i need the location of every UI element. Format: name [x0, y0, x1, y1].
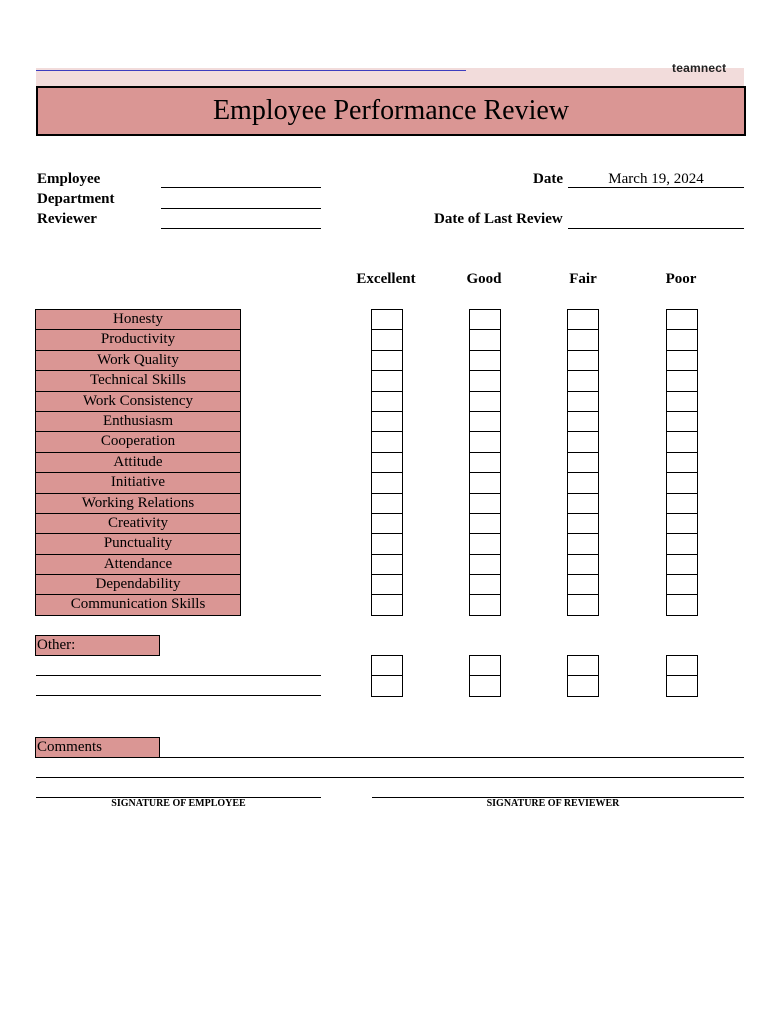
- other-excellent-rating-checkbox[interactable]: [371, 655, 403, 676]
- criterion-label: Attitude: [35, 452, 241, 473]
- criterion-label: Punctuality: [35, 533, 241, 554]
- good-rating-checkbox[interactable]: [469, 329, 501, 350]
- good-rating-checkbox[interactable]: [469, 309, 501, 330]
- fair-rating-checkbox[interactable]: [567, 411, 599, 432]
- excellent-rating-checkbox[interactable]: [371, 513, 403, 534]
- other-fair-checkboxes: [567, 655, 599, 697]
- employee-signature-label: SIGNATURE OF EMPLOYEE: [111, 798, 246, 809]
- excellent-rating-checkbox[interactable]: [371, 309, 403, 330]
- other-excellent-checkboxes: [371, 655, 403, 697]
- excellent-rating-checkbox[interactable]: [371, 574, 403, 595]
- good-rating-checkbox[interactable]: [469, 350, 501, 371]
- fair-rating-checkbox[interactable]: [567, 309, 599, 330]
- excellent-rating-checkbox[interactable]: [371, 431, 403, 452]
- excellent-rating-checkbox[interactable]: [371, 452, 403, 473]
- comments-line-1[interactable]: [160, 757, 744, 758]
- criteria-list: [35, 309, 241, 616]
- poor-rating-checkbox[interactable]: [666, 554, 698, 575]
- brand-logo-text: teamnect: [672, 61, 727, 75]
- excellent-checkbox-column: [371, 309, 403, 616]
- column-header-fair: Fair: [569, 271, 597, 287]
- poor-rating-checkbox[interactable]: [666, 370, 698, 391]
- comments-label: Comments: [35, 737, 160, 758]
- reviewer-field[interactable]: [161, 228, 321, 229]
- fair-rating-checkbox[interactable]: [567, 513, 599, 534]
- other-poor-rating-checkbox[interactable]: [666, 675, 698, 696]
- good-rating-checkbox[interactable]: [469, 533, 501, 554]
- other-line-1[interactable]: [36, 675, 321, 676]
- good-checkbox-column: [469, 309, 501, 616]
- good-rating-checkbox[interactable]: [469, 574, 501, 595]
- other-good-checkboxes: [469, 655, 501, 697]
- excellent-rating-checkbox[interactable]: [371, 329, 403, 350]
- poor-rating-checkbox[interactable]: [666, 574, 698, 595]
- poor-rating-checkbox[interactable]: [666, 309, 698, 330]
- good-rating-checkbox[interactable]: [469, 493, 501, 514]
- good-rating-checkbox[interactable]: [469, 431, 501, 452]
- header-link-underline[interactable]: [36, 70, 466, 71]
- fair-rating-checkbox[interactable]: [567, 370, 599, 391]
- poor-rating-checkbox[interactable]: [666, 493, 698, 514]
- good-rating-checkbox[interactable]: [469, 391, 501, 412]
- fair-rating-checkbox[interactable]: [567, 574, 599, 595]
- poor-rating-checkbox[interactable]: [666, 329, 698, 350]
- criterion-label: Dependability: [35, 574, 241, 595]
- poor-rating-checkbox[interactable]: [666, 452, 698, 473]
- excellent-rating-checkbox[interactable]: [371, 472, 403, 493]
- page-title: Employee Performance Review: [36, 86, 746, 136]
- excellent-rating-checkbox[interactable]: [371, 594, 403, 615]
- other-fair-rating-checkbox[interactable]: [567, 675, 599, 696]
- excellent-rating-checkbox[interactable]: [371, 370, 403, 391]
- criterion-label: Work Quality: [35, 350, 241, 371]
- fair-rating-checkbox[interactable]: [567, 452, 599, 473]
- column-header-excellent: Excellent: [356, 271, 416, 287]
- good-rating-checkbox[interactable]: [469, 513, 501, 534]
- employee-label: Employee: [37, 171, 101, 187]
- poor-rating-checkbox[interactable]: [666, 472, 698, 493]
- criterion-label: Productivity: [35, 329, 241, 350]
- good-rating-checkbox[interactable]: [469, 370, 501, 391]
- criterion-label: Cooperation: [35, 431, 241, 452]
- excellent-rating-checkbox[interactable]: [371, 350, 403, 371]
- date-label: Date: [533, 171, 563, 187]
- criterion-label: Working Relations: [35, 493, 241, 514]
- employee-field[interactable]: [161, 187, 321, 188]
- good-rating-checkbox[interactable]: [469, 452, 501, 473]
- poor-rating-checkbox[interactable]: [666, 594, 698, 615]
- fair-rating-checkbox[interactable]: [567, 391, 599, 412]
- department-label: Department: [37, 191, 115, 207]
- other-good-rating-checkbox[interactable]: [469, 675, 501, 696]
- other-good-rating-checkbox[interactable]: [469, 655, 501, 676]
- excellent-rating-checkbox[interactable]: [371, 391, 403, 412]
- fair-checkbox-column: [567, 309, 599, 616]
- reviewer-signature-label: SIGNATURE OF REVIEWER: [486, 798, 620, 809]
- fair-rating-checkbox[interactable]: [567, 493, 599, 514]
- poor-rating-checkbox[interactable]: [666, 411, 698, 432]
- other-poor-rating-checkbox[interactable]: [666, 655, 698, 676]
- fair-rating-checkbox[interactable]: [567, 431, 599, 452]
- excellent-rating-checkbox[interactable]: [371, 411, 403, 432]
- fair-rating-checkbox[interactable]: [567, 533, 599, 554]
- excellent-rating-checkbox[interactable]: [371, 554, 403, 575]
- other-line-2[interactable]: [36, 695, 321, 696]
- other-excellent-rating-checkbox[interactable]: [371, 675, 403, 696]
- other-poor-checkboxes: [666, 655, 698, 697]
- other-fair-rating-checkbox[interactable]: [567, 655, 599, 676]
- poor-rating-checkbox[interactable]: [666, 350, 698, 371]
- other-label: Other:: [35, 635, 160, 656]
- criterion-label: Enthusiasm: [35, 411, 241, 432]
- column-header-good: Good: [466, 271, 502, 287]
- good-rating-checkbox[interactable]: [469, 594, 501, 615]
- excellent-rating-checkbox[interactable]: [371, 493, 403, 514]
- poor-rating-checkbox[interactable]: [666, 391, 698, 412]
- poor-checkbox-column: [666, 309, 698, 616]
- column-header-poor: Poor: [665, 271, 697, 287]
- good-rating-checkbox[interactable]: [469, 411, 501, 432]
- excellent-rating-checkbox[interactable]: [371, 533, 403, 554]
- last-review-label: Date of Last Review: [434, 211, 563, 227]
- date-value[interactable]: March 19, 2024: [608, 171, 704, 187]
- date-field-line: [568, 187, 744, 188]
- criterion-label: Creativity: [35, 513, 241, 534]
- poor-rating-checkbox[interactable]: [666, 513, 698, 534]
- criterion-label: Attendance: [35, 554, 241, 575]
- criterion-label: Work Consistency: [35, 391, 241, 412]
- criterion-label: Initiative: [35, 472, 241, 493]
- fair-rating-checkbox[interactable]: [567, 329, 599, 350]
- reviewer-label: Reviewer: [37, 211, 97, 227]
- criterion-label: Honesty: [35, 309, 241, 330]
- poor-rating-checkbox[interactable]: [666, 533, 698, 554]
- criterion-label: Communication Skills: [35, 594, 241, 615]
- last-review-field[interactable]: [568, 228, 744, 229]
- comments-line-2[interactable]: [36, 777, 744, 778]
- good-rating-checkbox[interactable]: [469, 554, 501, 575]
- department-field[interactable]: [161, 208, 321, 209]
- criterion-label: Technical Skills: [35, 370, 241, 391]
- poor-rating-checkbox[interactable]: [666, 431, 698, 452]
- good-rating-checkbox[interactable]: [469, 472, 501, 493]
- fair-rating-checkbox[interactable]: [567, 350, 599, 371]
- fair-rating-checkbox[interactable]: [567, 594, 599, 615]
- fair-rating-checkbox[interactable]: [567, 554, 599, 575]
- fair-rating-checkbox[interactable]: [567, 472, 599, 493]
